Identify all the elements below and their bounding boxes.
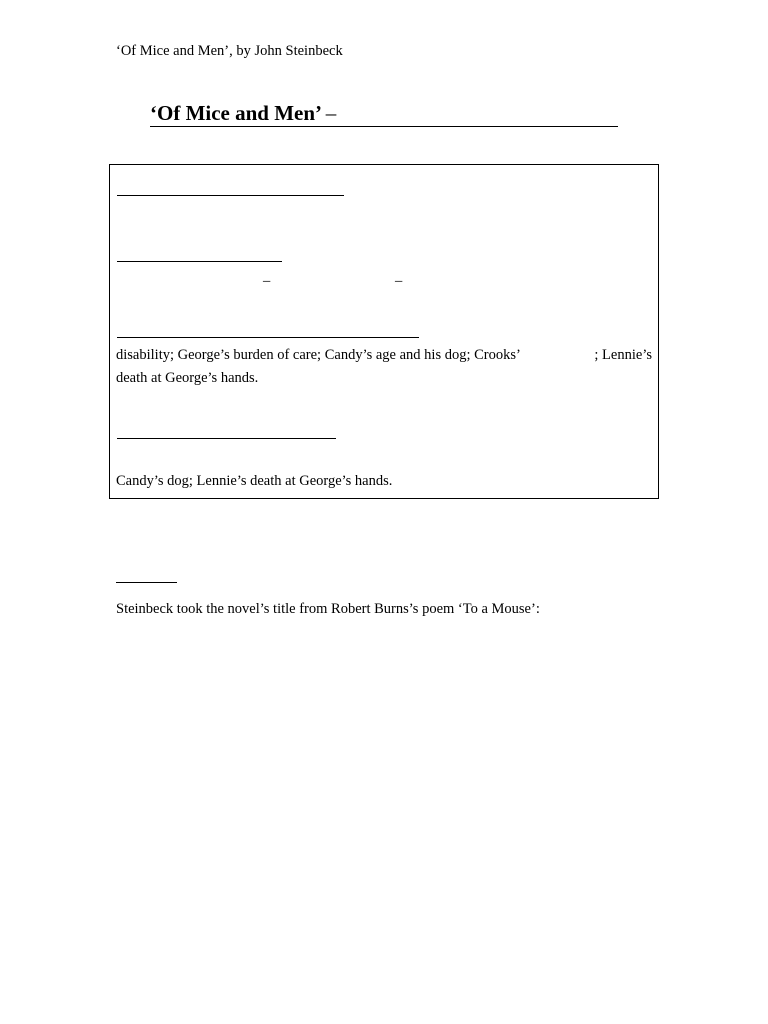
paragraph-1-line-2: death at George’s hands. (116, 370, 259, 386)
heading-rule-1 (117, 195, 344, 196)
page-title-dash: – (325, 101, 337, 125)
body-paragraph: Steinbeck took the novel’s title from Robert Burns’s poem ‘To a Mouse’: (116, 601, 540, 617)
heading-rule-2 (117, 261, 282, 262)
summary-box (109, 164, 659, 499)
section-heading-rule (116, 582, 177, 583)
dash-mark-2: – (395, 273, 403, 289)
page-title (150, 100, 618, 127)
heading-rule-3 (117, 337, 419, 338)
page-title-text: ‘Of Mice and Men’ (150, 101, 321, 125)
dash-mark-1: – (263, 273, 271, 289)
paragraph-1-line-1 (116, 345, 652, 365)
heading-rule-4 (117, 438, 336, 439)
page-header: ‘Of Mice and Men’, by John Steinbeck (116, 43, 343, 59)
paragraph-2: Candy’s dog; Lennie’s death at George’s hands. (116, 473, 393, 489)
paragraph-1-left-text: disability; George’s burden of care; Candy’s age and his dog; Crooks’ (116, 347, 521, 363)
paragraph-1-right-text: ; Lennie’s (594, 347, 652, 363)
